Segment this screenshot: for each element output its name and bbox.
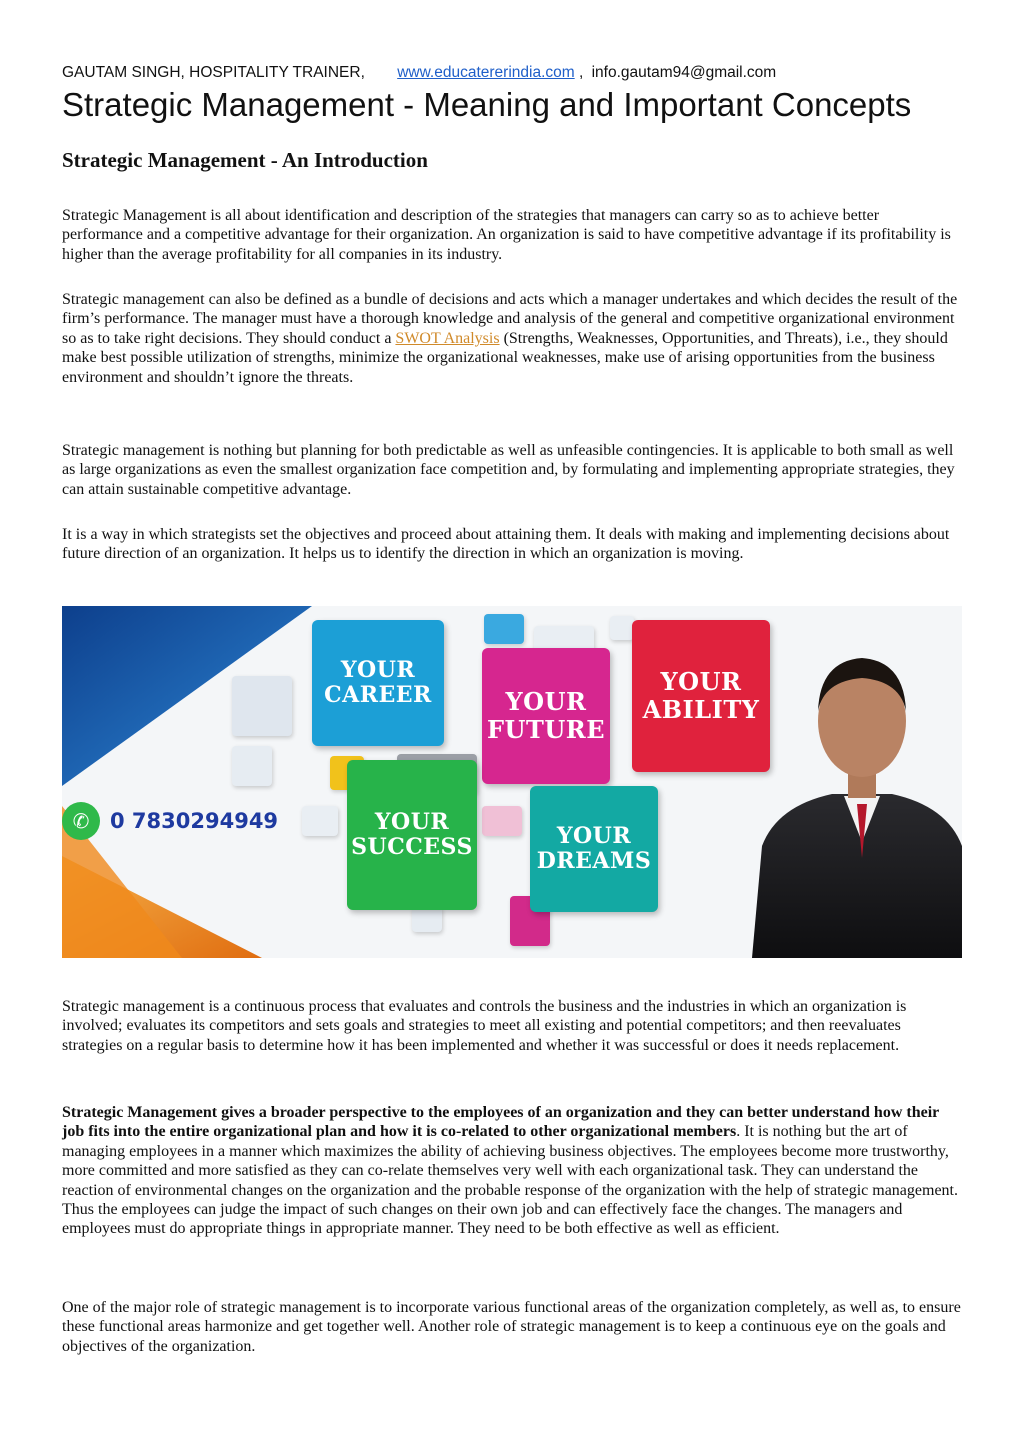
tile-your-success: YOUR SUCCESS [347,760,477,910]
paragraph-6 [62,1103,962,1239]
header-separator: , [578,64,584,81]
website-link[interactable]: www.educatererindia.com [397,64,575,81]
person-photo [752,658,962,958]
tile-your-career: YOUR CAREER [312,620,444,746]
swot-analysis-link[interactable]: SWOT Analysis [395,329,500,347]
section-title: Strategic Management - An Introduction [62,148,428,172]
paragraph-1: Strategic Management is all about identification and description of the strategies that managers can carry so as to achieve better performance and a competitive advantage for their organization. An organization is said to have competitive advantage if its profitability is higher than the average profitability for all companies in its industry. [62,207,951,263]
whatsapp-icon: ✆ [62,802,100,840]
paragraph-4: It is a way in which strategists set the objectives and proceed about attaining them. It deals with making and implementing decisions about future direction of an organization. It helps us to identify the direction in which an organization is moving. [62,526,950,563]
phone-number: 0 7830294949 [110,809,279,833]
banner-image [62,606,962,958]
paragraph-7: One of the major role of strategic management is to incorporate various functional areas of the organization completely, as well as, to ensure these functional areas harmonize and get together well. Another role of strategic management is to keep a continuous eye on the goals and objectives of the organization. [62,1299,961,1355]
header-line [62,64,962,82]
tile-your-ability: YOUR ABILITY [632,620,770,772]
email-address: info.gautam94@gmail.com [591,64,777,81]
paragraph-2-text-a: Strategic management can also be defined as a bundle of decisions and acts which a manager undertakes and which decides the result of the firm’s performance. The manager must have a thorough knowledge and analysis of the general and competitive organizational environment so as to take right decisions. They should conduct a [62,291,958,347]
paragraph-5: Strategic management is a continuous process that evaluates and controls the business and the industries in which an organization is involved; evaluates its competitors and sets goals and strategies to meet all existing and potential competitors; and then reevaluates strategies on a regular basis to determine how it has been implemented and whether it was successful or does it needs replacement. [62,998,907,1054]
tile-your-dreams: YOUR DREAMS [530,786,658,912]
page-title: Strategic Management - Meaning and Important Concepts [62,86,912,123]
author-info: GAUTAM SINGH, HOSPITALITY TRAINER, [62,64,365,81]
phone-number-block [62,802,278,840]
tile-your-future: YOUR FUTURE [482,648,610,784]
paragraph-2 [62,290,962,387]
paragraph-2-text-b: (Strengths, Weaknesses, Opportunities, and Threats), i.e., they should make best possible utilization of strengths, minimize the organizational weaknesses, make use of arising opportunities from the business environment and shouldn’t ignore the threats. [62,329,948,386]
paragraph-3: Strategic management is nothing but planning for both predictable as well as unfeasible contingencies. It is applicable to both small as well as large organizations as even the smallest organization face competition and, by formulating and implementing appropriate strategies, they can attain sustainable competitive advantage. [62,442,955,498]
paragraph-6-text: . It is nothing but the art of managing employees in a manner which maximizes the ability of achieving business objectives. The employees become more trustworthy, more committed and more satisfied as they can co-relate themselves very well with each organizational task. They can understand the reaction of environmental changes on the organization and the probable response of the organization with the help of strategic management. Thus the employees can judge the impact of such changes on their own job and can effectively face the changes. The managers and employees must do appropriate things in appropriate manner. They need to be both effective as well as efficient. [62,1123,958,1238]
paragraph-6-bold: Strategic Management gives a broader perspective to the employees of an organization and they can better understand how their job fits into the entire organizational plan and how it is co-related to other organizational members [62,1104,939,1141]
